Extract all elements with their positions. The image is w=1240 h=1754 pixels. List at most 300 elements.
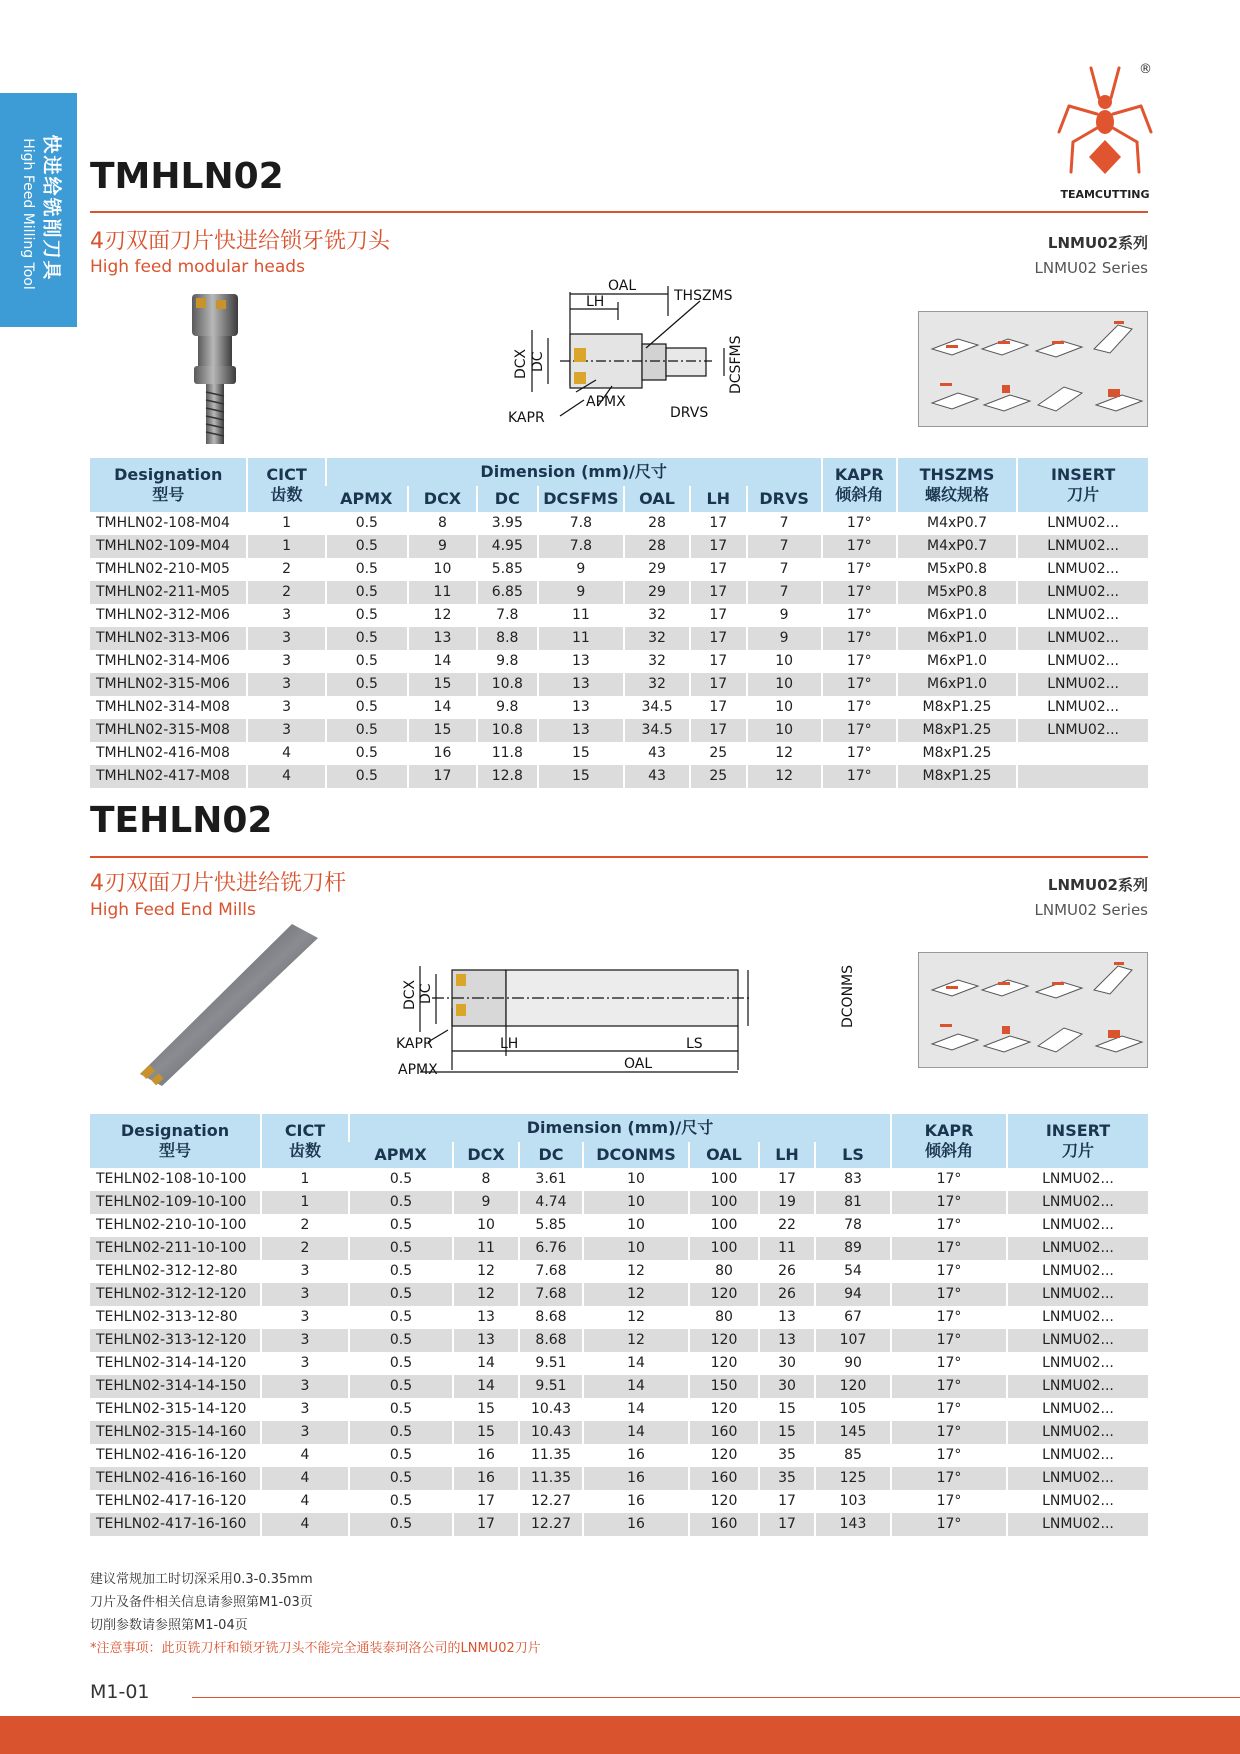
- footer-bar: [0, 1716, 1240, 1754]
- note-line: 刀片及备件相关信息请参照第M1-03页: [90, 1595, 313, 1610]
- table-cell: 0.5: [349, 1306, 453, 1329]
- table-row: [90, 558, 1148, 581]
- table-cell: 7: [747, 535, 822, 558]
- table-cell: 17°: [891, 1444, 1007, 1467]
- table-cell: 94: [815, 1283, 891, 1306]
- table-cell: 8: [453, 1168, 519, 1191]
- table-cell: 3: [261, 1260, 349, 1283]
- col-dc: DC: [519, 1142, 583, 1168]
- note-line: 切削参数请参照第M1-04页: [90, 1618, 248, 1633]
- table-cell: 14: [408, 650, 477, 673]
- table-cell: 80: [689, 1260, 759, 1283]
- table-row: [90, 1329, 1148, 1352]
- table-cell: 17°: [891, 1168, 1007, 1191]
- section2-product-image: [132, 918, 332, 1098]
- table-cell: 17°: [891, 1490, 1007, 1513]
- table-cell: 125: [815, 1467, 891, 1490]
- section1-subtitle-en: High feed modular heads: [90, 257, 305, 277]
- table-cell: 4: [261, 1490, 349, 1513]
- table-cell: 17°: [891, 1260, 1007, 1283]
- table-cell: 12: [747, 742, 822, 765]
- table-cell: LNMU02...: [1017, 604, 1148, 627]
- table-cell: 9.51: [519, 1352, 583, 1375]
- table-cell: 12.27: [519, 1513, 583, 1536]
- table-cell: LNMU02...: [1007, 1352, 1148, 1375]
- table-cell: 3.95: [477, 512, 538, 535]
- section2-dimension-diagram: [392, 960, 872, 1080]
- page-number: M1-01: [90, 1681, 150, 1703]
- table-cell: 120: [689, 1283, 759, 1306]
- table-cell: 0.5: [349, 1467, 453, 1490]
- table-cell: M6xP1.0: [897, 673, 1017, 696]
- table-cell: LNMU02...: [1007, 1513, 1148, 1536]
- table-cell: 17: [690, 512, 747, 535]
- table-cell: 0.5: [326, 650, 408, 673]
- col-drvs: DRVS: [747, 486, 822, 512]
- section2-subtitle-en: High Feed End Mills: [90, 900, 256, 920]
- table-cell: LNMU02...: [1017, 719, 1148, 742]
- table-cell: 14: [583, 1421, 689, 1444]
- table-cell: 85: [815, 1444, 891, 1467]
- table-cell: TEHLN02-417-16-120: [90, 1490, 261, 1513]
- col-apmx: APMX: [349, 1142, 453, 1168]
- table-cell: 103: [815, 1490, 891, 1513]
- table-cell: 3.61: [519, 1168, 583, 1191]
- table-cell: 107: [815, 1329, 891, 1352]
- table-cell: 17°: [822, 673, 897, 696]
- section2-rule: [90, 856, 1148, 858]
- table-cell: 120: [689, 1398, 759, 1421]
- table-cell: LNMU02...: [1007, 1444, 1148, 1467]
- table-cell: 17°: [822, 558, 897, 581]
- table-row: [90, 742, 1148, 765]
- table-cell: M6xP1.0: [897, 627, 1017, 650]
- table-cell: LNMU02...: [1007, 1421, 1148, 1444]
- table-cell: TMHLN02-211-M05: [90, 581, 247, 604]
- table-cell: M4xP0.7: [897, 512, 1017, 535]
- table-cell: 8.8: [477, 627, 538, 650]
- table-row: [90, 1283, 1148, 1306]
- table-cell: 17°: [822, 512, 897, 535]
- table-cell: LNMU02...: [1017, 558, 1148, 581]
- footer-rule: [192, 1697, 1240, 1698]
- col-kapr: KAPR 倾斜角: [822, 458, 897, 512]
- table-cell: M8xP1.25: [897, 696, 1017, 719]
- table-cell: 10: [747, 719, 822, 742]
- table-cell: 17°: [891, 1421, 1007, 1444]
- table-cell: 0.5: [326, 535, 408, 558]
- table-cell: 0.5: [349, 1237, 453, 1260]
- col-dc: DC: [477, 486, 538, 512]
- table-cell: 12.8: [477, 765, 538, 788]
- table-cell: 3: [247, 719, 325, 742]
- table-cell: 17: [453, 1490, 519, 1513]
- table-cell: 3: [247, 696, 325, 719]
- table-cell: 0.5: [349, 1283, 453, 1306]
- side-tab-en: High Feed Milling Tool: [20, 138, 36, 290]
- table-cell: 16: [583, 1513, 689, 1536]
- table-row: [90, 1444, 1148, 1467]
- table-cell: 0.5: [326, 604, 408, 627]
- table-cell: 17: [690, 581, 747, 604]
- table-cell: 0.5: [349, 1421, 453, 1444]
- table-cell: 14: [583, 1352, 689, 1375]
- table-cell: M5xP0.8: [897, 581, 1017, 604]
- table-cell: 83: [815, 1168, 891, 1191]
- table-cell: 3: [261, 1352, 349, 1375]
- table-cell: 4: [261, 1444, 349, 1467]
- table-cell: 14: [583, 1398, 689, 1421]
- table-row: [90, 696, 1148, 719]
- table-cell: 17°: [891, 1306, 1007, 1329]
- section2-series-en: LNMU02 Series: [1034, 901, 1148, 919]
- table-row: [90, 1467, 1148, 1490]
- table-row: [90, 627, 1148, 650]
- table-cell: 15: [759, 1398, 815, 1421]
- section1-dimension-diagram: [500, 276, 820, 436]
- table-row: [90, 1398, 1148, 1421]
- diagram1-label-dcsfms: DCSFMS: [728, 335, 744, 394]
- table-cell: LNMU02...: [1017, 650, 1148, 673]
- table-cell: 22: [759, 1214, 815, 1237]
- table-cell: TEHLN02-314-14-150: [90, 1375, 261, 1398]
- col-dimension: Dimension (mm)/尺寸: [349, 1114, 891, 1142]
- table-cell: LNMU02...: [1007, 1237, 1148, 1260]
- table-cell: 13: [453, 1306, 519, 1329]
- table-cell: 1: [247, 512, 325, 535]
- table-cell: 17: [690, 604, 747, 627]
- table-cell: 67: [815, 1306, 891, 1329]
- col-apmx: APMX: [326, 486, 408, 512]
- table-cell: [1017, 765, 1148, 788]
- table-cell: TMHLN02-417-M08: [90, 765, 247, 788]
- table-row: [90, 650, 1148, 673]
- table-cell: 29: [624, 581, 690, 604]
- table-cell: LNMU02...: [1017, 673, 1148, 696]
- diagram2-label-dc: DC: [418, 983, 434, 1004]
- table-row: [90, 719, 1148, 742]
- col-ls: LS: [815, 1142, 891, 1168]
- section2-series-zh: LNMU02系列: [1047, 876, 1148, 894]
- table-row: [90, 512, 1148, 535]
- table-cell: 2: [261, 1237, 349, 1260]
- table-cell: TEHLN02-108-10-100: [90, 1168, 261, 1191]
- table-cell: LNMU02...: [1017, 512, 1148, 535]
- table-cell: 17°: [822, 604, 897, 627]
- table-cell: 0.5: [349, 1214, 453, 1237]
- table-cell: LNMU02...: [1007, 1191, 1148, 1214]
- table-cell: 26: [759, 1260, 815, 1283]
- table-cell: LNMU02...: [1017, 627, 1148, 650]
- table-cell: TEHLN02-210-10-100: [90, 1214, 261, 1237]
- col-insert: INSERT 刀片: [1017, 458, 1148, 512]
- table-cell: 14: [583, 1375, 689, 1398]
- table-cell: 10: [408, 558, 477, 581]
- table-cell: 10: [583, 1237, 689, 1260]
- table-cell: 120: [689, 1352, 759, 1375]
- table-cell: 100: [689, 1191, 759, 1214]
- col-dcsfms: DCSFMS: [538, 486, 624, 512]
- table-cell: TEHLN02-416-16-160: [90, 1467, 261, 1490]
- table-cell: 3: [261, 1306, 349, 1329]
- table-cell: 0.5: [349, 1444, 453, 1467]
- table-cell: 12: [453, 1283, 519, 1306]
- table-cell: 12: [583, 1283, 689, 1306]
- table-cell: TMHLN02-314-M06: [90, 650, 247, 673]
- table-cell: LNMU02...: [1007, 1490, 1148, 1513]
- table-cell: 1: [261, 1168, 349, 1191]
- table-cell: 100: [689, 1168, 759, 1191]
- table-cell: 14: [453, 1352, 519, 1375]
- table-row: [90, 673, 1148, 696]
- table-row: [90, 1214, 1148, 1237]
- table-cell: M8xP1.25: [897, 765, 1017, 788]
- table-cell: 43: [624, 765, 690, 788]
- section2-spec-table: [90, 1114, 1148, 1536]
- table-cell: TMHLN02-315-M08: [90, 719, 247, 742]
- diagram1-label-lh: LH: [586, 294, 605, 310]
- diagram1-label-drvs: DRVS: [670, 405, 709, 421]
- table-cell: 17°: [891, 1513, 1007, 1536]
- table-cell: 19: [759, 1191, 815, 1214]
- table-cell: 0.5: [349, 1191, 453, 1214]
- table-cell: 10.8: [477, 673, 538, 696]
- table-cell: 13: [759, 1306, 815, 1329]
- table-cell: 0.5: [349, 1352, 453, 1375]
- table-cell: LNMU02...: [1007, 1306, 1148, 1329]
- table-cell: M8xP1.25: [897, 719, 1017, 742]
- col-dimension: Dimension (mm)/尺寸: [326, 458, 822, 486]
- diagram2-label-ls: LS: [686, 1036, 703, 1052]
- table-cell: LNMU02...: [1007, 1214, 1148, 1237]
- table-cell: 15: [453, 1421, 519, 1444]
- table-cell: 3: [247, 673, 325, 696]
- table-cell: 0.5: [349, 1398, 453, 1421]
- col-dcx: DCX: [408, 486, 477, 512]
- col-cict: CICT 齿数: [261, 1114, 349, 1168]
- section1-subtitle-zh: 4刃双面刀片快进给锁牙铣刀头: [90, 229, 390, 254]
- table-cell: 15: [759, 1421, 815, 1444]
- col-lh: LH: [690, 486, 747, 512]
- table-cell: 0.5: [349, 1168, 453, 1191]
- table-row: [90, 1168, 1148, 1191]
- table-cell: 143: [815, 1513, 891, 1536]
- table-cell: 4: [261, 1513, 349, 1536]
- table-cell: 10: [747, 650, 822, 673]
- table-cell: TMHLN02-109-M04: [90, 535, 247, 558]
- table-cell: 17°: [891, 1398, 1007, 1421]
- col-oal: OAL: [624, 486, 690, 512]
- table-cell: TMHLN02-416-M08: [90, 742, 247, 765]
- table-row: [90, 765, 1148, 788]
- col-designation: Designation 型号: [90, 458, 247, 512]
- section2-application-icons: [918, 952, 1148, 1068]
- table-row: [90, 604, 1148, 627]
- table-cell: 11.35: [519, 1467, 583, 1490]
- table-row: [90, 1352, 1148, 1375]
- table-row: [90, 1421, 1148, 1444]
- table-cell: 0.5: [349, 1260, 453, 1283]
- table-cell: 32: [624, 673, 690, 696]
- table-cell: 17°: [822, 535, 897, 558]
- table-cell: 17: [690, 673, 747, 696]
- table-cell: 6.76: [519, 1237, 583, 1260]
- table-cell: 11: [759, 1237, 815, 1260]
- table-cell: 7.8: [538, 512, 624, 535]
- table-cell: 7.8: [477, 604, 538, 627]
- table-cell: 150: [689, 1375, 759, 1398]
- table-cell: 10: [747, 673, 822, 696]
- table-cell: LNMU02...: [1007, 1467, 1148, 1490]
- table-cell: 10: [453, 1214, 519, 1237]
- table-cell: TEHLN02-417-16-160: [90, 1513, 261, 1536]
- table-cell: 17: [408, 765, 477, 788]
- diagram1-label-thszms: THSZMS: [674, 288, 733, 304]
- table-cell: 7.68: [519, 1283, 583, 1306]
- table-cell: 7.68: [519, 1260, 583, 1283]
- table-cell: 160: [689, 1467, 759, 1490]
- table-cell: 0.5: [326, 627, 408, 650]
- table-cell: 160: [689, 1513, 759, 1536]
- table-cell: 0.5: [326, 673, 408, 696]
- table-row: [90, 535, 1148, 558]
- table-cell: 10: [747, 696, 822, 719]
- table-cell: M6xP1.0: [897, 604, 1017, 627]
- table-cell: 2: [247, 558, 325, 581]
- diagram1-label-dc: DC: [530, 351, 546, 372]
- diagram2-label-dcx: DCX: [402, 979, 418, 1010]
- table-cell: 9: [538, 558, 624, 581]
- table-cell: 9: [747, 627, 822, 650]
- table-cell: 9.8: [477, 696, 538, 719]
- table-cell: 17°: [822, 650, 897, 673]
- table-cell: TEHLN02-315-14-160: [90, 1421, 261, 1444]
- table-cell: 17: [690, 719, 747, 742]
- table-cell: 32: [624, 627, 690, 650]
- table-cell: 11: [453, 1237, 519, 1260]
- table-cell: 13: [408, 627, 477, 650]
- table-cell: 17°: [891, 1352, 1007, 1375]
- table-cell: 17°: [822, 765, 897, 788]
- table-cell: 0.5: [326, 765, 408, 788]
- table-cell: 8.68: [519, 1306, 583, 1329]
- table-cell: 9: [408, 535, 477, 558]
- table-row: [90, 1375, 1148, 1398]
- table-row: [90, 1260, 1148, 1283]
- table-cell: 11: [538, 627, 624, 650]
- table-cell: 17°: [822, 581, 897, 604]
- table-cell: 105: [815, 1398, 891, 1421]
- table-cell: LNMU02...: [1007, 1329, 1148, 1352]
- table-cell: 54: [815, 1260, 891, 1283]
- table-cell: 100: [689, 1237, 759, 1260]
- table-cell: TMHLN02-314-M08: [90, 696, 247, 719]
- table-cell: 0.5: [326, 558, 408, 581]
- table-cell: 7: [747, 558, 822, 581]
- table-cell: 4: [247, 742, 325, 765]
- table-cell: 11.35: [519, 1444, 583, 1467]
- table-cell: 9.8: [477, 650, 538, 673]
- table-cell: 17°: [891, 1191, 1007, 1214]
- table-cell: 5.85: [519, 1214, 583, 1237]
- table-cell: LNMU02...: [1017, 535, 1148, 558]
- table-cell: 12: [583, 1260, 689, 1283]
- table-cell: LNMU02...: [1007, 1260, 1148, 1283]
- table-cell: TEHLN02-315-14-120: [90, 1398, 261, 1421]
- table-cell: 12: [583, 1329, 689, 1352]
- table-cell: 15: [453, 1398, 519, 1421]
- table-row: [90, 1191, 1148, 1214]
- table-cell: 0.5: [349, 1375, 453, 1398]
- table-cell: 15: [538, 742, 624, 765]
- table-cell: 9: [453, 1191, 519, 1214]
- table-cell: 120: [689, 1490, 759, 1513]
- table-cell: 3: [261, 1375, 349, 1398]
- section1-spec-table: [90, 458, 1148, 788]
- table-cell: 3: [261, 1421, 349, 1444]
- table-cell: 0.5: [349, 1329, 453, 1352]
- table-cell: 90: [815, 1352, 891, 1375]
- diagram2-label-kapr: KAPR: [396, 1036, 433, 1052]
- col-cict: CICT 齿数: [247, 458, 325, 512]
- table-cell: 16: [408, 742, 477, 765]
- note-line: 建议常规加工时切深采用0.3-0.35mm: [90, 1572, 313, 1587]
- table-cell: 16: [453, 1467, 519, 1490]
- table-cell: TEHLN02-313-12-80: [90, 1306, 261, 1329]
- table-cell: M6xP1.0: [897, 650, 1017, 673]
- diagram2-label-apmx: APMX: [398, 1062, 438, 1078]
- table-cell: 3: [261, 1329, 349, 1352]
- table-cell: 15: [538, 765, 624, 788]
- table-cell: M4xP0.7: [897, 535, 1017, 558]
- table-cell: 17: [690, 650, 747, 673]
- table-cell: 120: [815, 1375, 891, 1398]
- table-cell: 11: [408, 581, 477, 604]
- table-cell: 17: [690, 696, 747, 719]
- table-cell: 30: [759, 1375, 815, 1398]
- table-cell: 9: [538, 581, 624, 604]
- table-cell: M5xP0.8: [897, 558, 1017, 581]
- table-cell: 4.95: [477, 535, 538, 558]
- table-cell: 145: [815, 1421, 891, 1444]
- table-cell: 89: [815, 1237, 891, 1260]
- table-cell: 34.5: [624, 719, 690, 742]
- table-cell: 4: [261, 1467, 349, 1490]
- table-cell: 17: [759, 1513, 815, 1536]
- table-cell: 0.5: [349, 1513, 453, 1536]
- col-dcx: DCX: [453, 1142, 519, 1168]
- table-cell: 10: [583, 1214, 689, 1237]
- table-cell: TEHLN02-211-10-100: [90, 1237, 261, 1260]
- table-cell: 81: [815, 1191, 891, 1214]
- section2-title: TEHLN02: [90, 800, 273, 841]
- logo-text: TEAMCUTTING: [1060, 188, 1150, 201]
- table-cell: 17: [690, 535, 747, 558]
- diagram2-label-lh: LH: [500, 1036, 519, 1052]
- table-cell: 3: [247, 627, 325, 650]
- section1-application-icons: [918, 311, 1148, 427]
- table-cell: 160: [689, 1421, 759, 1444]
- table-cell: 32: [624, 604, 690, 627]
- table-cell: 5.85: [477, 558, 538, 581]
- table-cell: 12: [583, 1306, 689, 1329]
- table-cell: 17°: [822, 742, 897, 765]
- table-cell: TEHLN02-109-10-100: [90, 1191, 261, 1214]
- table-cell: 4: [247, 765, 325, 788]
- table-cell: 13: [538, 696, 624, 719]
- table-cell: TEHLN02-416-16-120: [90, 1444, 261, 1467]
- table-cell: 17°: [822, 627, 897, 650]
